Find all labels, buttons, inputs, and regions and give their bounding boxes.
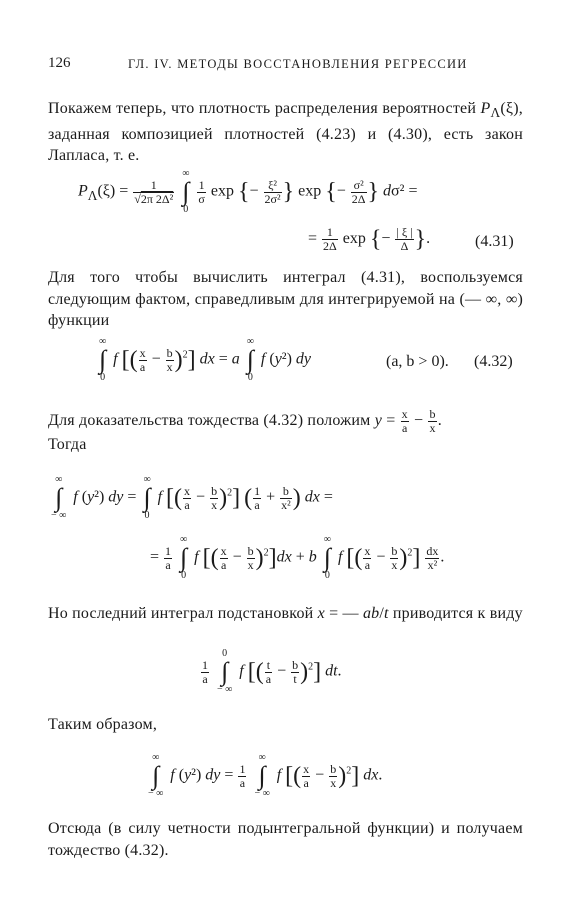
equation-4-31-label: (4.31) bbox=[475, 233, 514, 250]
paragraph-5: Таким образом, bbox=[48, 716, 158, 733]
page-header bbox=[48, 55, 527, 77]
page-number: 126 bbox=[48, 55, 71, 71]
equation-4-31-line-2: = $\frac{1}{2\Delta}$ exp {− $\frac{| \xi |}{\Delta}$ }. bbox=[308, 225, 431, 253]
equation-substitution-line-2: = $\frac{1}{a}$ ∞ ∫ 0 f [( $\frac{x}{a}$ − $\frac{b}{x}$ )$^2$]dx + b ∞ ∫ 0 f [( $\frac{x}{a}$ − $\frac{b}{x}$ )$^2$] $\frac{dx}{\text{x²}}$ . bbox=[150, 534, 445, 581]
equation-4-32-label: (4.32) bbox=[474, 353, 513, 370]
paragraph-3: Для доказательства тождества (4.32) положим y = $\frac{x}{a}$ − $\frac{b}{x}$ . bbox=[48, 407, 442, 435]
paragraph-4: Но последний интеграл подстановкой x = — ab/t приводится к виду bbox=[48, 605, 523, 622]
paragraph-2: Для того чтобы вычислить интеграл (4.31), воспользуемся следующим фактом, справедливым для интегрируемой на (— ∞, ∞) функции bbox=[48, 269, 523, 329]
equation-t-substitution: $\frac{1}{a}$ 0 ∫ − ∞ f [( $\frac{t}{a}$ − $\frac{b}{t}$ )$^2$] dt. bbox=[202, 648, 342, 695]
equation-4-32-condition: (a, b > 0). bbox=[386, 353, 449, 370]
running-title: ГЛ. IV. МЕТОДЫ ВОССТАНОВЛЕНИЯ РЕГРЕССИИ bbox=[128, 57, 468, 71]
equation-4-31-line-1: $P_\Lambda(\xi)$ = $\frac{1}{\text{√2π 2Δ²}}$ ∞ ∫ 0 $\frac{1}{\sigma}$ exp {− $\frac{\text{ξ²}}{\text{2σ²}}$ } exp {− $\frac{\text{σ²}}{2\Delta}$ } dσ² = bbox=[78, 168, 418, 215]
paragraph-1: Покажем теперь, что плотность распределения вероятностей $P_\Lambda(\xi)$, заданная композицией плотностей (4.23) и (4.30), есть закон Лапласа, т. е. bbox=[48, 100, 523, 165]
equation-final: ∞ ∫ − ∞ f (y²) dy = $\frac{1}{a}$ ∞ ∫ − ∞ f [( $\frac{x}{a}$ − $\frac{b}{x}$ )$^2$] dx. bbox=[148, 752, 383, 799]
paragraph-3b: Тогда bbox=[48, 436, 87, 453]
equation-4-32: ∞ ∫ 0 f [( $\frac{x}{a}$ − $\frac{b}{x}$ )$^2$] dx = a ∞ ∫ 0 f (y²) dy bbox=[99, 336, 312, 383]
paragraph-6: Отсюда (в силу четности подынтегральной функции) и получаем тождество (4.32). bbox=[48, 820, 523, 859]
equation-substitution-line-1: ∞ ∫ − ∞ f (y²) dy = ∞ ∫ 0 f [( $\frac{x}{a}$ − $\frac{b}{x}$ )$^2$] ( $\frac{1}{a}$ + $\frac{b}{\text{x²}}$ ) dx = bbox=[51, 474, 333, 521]
